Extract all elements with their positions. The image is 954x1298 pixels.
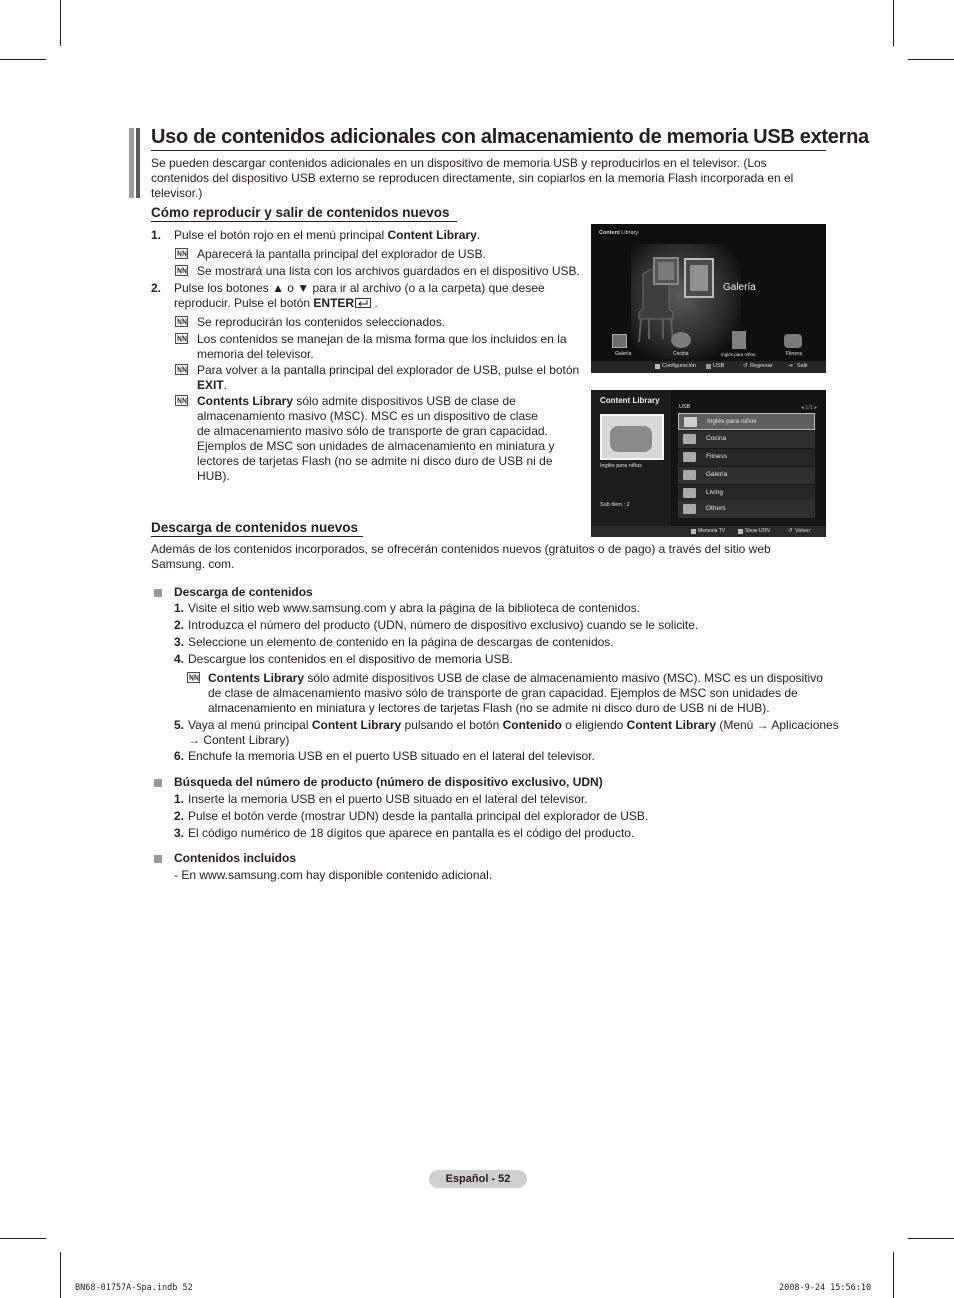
step-text: - En www.samsung.com hay disponible contenido adicional. [174, 868, 493, 882]
udn-button-icon [738, 529, 743, 534]
gallery-frame-focused [684, 258, 714, 298]
config-button-icon [655, 364, 660, 369]
step-text: reproducir. Pulse el botón ENTER . [174, 296, 378, 310]
step-text: Pulse los botones ▲ o ▼ para ir al archivo (o a la carpeta) que desee [174, 281, 545, 295]
folder-icon [683, 434, 696, 444]
block-title: Contenidos incluidos [174, 851, 296, 865]
note-icon [175, 265, 188, 276]
bar-label: Volver [795, 528, 811, 534]
sub-item-count: Sub Item : 2 [600, 502, 630, 508]
menu-item: Cocina [673, 351, 689, 357]
folder-label: Galería [706, 471, 728, 478]
note-icon [175, 364, 188, 375]
print-footer-right: 2008-9-24 15:56:10 [779, 1283, 872, 1293]
note-text: Ejemplos de MSC son unidades de almacenamiento en miniatura y [197, 439, 555, 453]
step-number: 3. [174, 635, 185, 649]
folder-row-selected [678, 413, 815, 430]
note-text: de clase de almacenamiento masivo sólo de transporte de gran capacidad. Ejemplos de MSC son unidades de [208, 686, 798, 700]
folder-icon [684, 417, 697, 427]
folder-icon [683, 488, 696, 498]
folder-icon [683, 470, 696, 480]
step-text: Introduzca el número del producto (UDN, número de dispositivo exclusivo) cuando se le solicite. [188, 618, 699, 632]
memory-button-icon [691, 529, 696, 534]
note-icon [175, 395, 188, 406]
section-heading: Cómo reproducir y salir de contenidos nuevos [151, 205, 450, 220]
note-text: Se reproducirán los contenidos seleccionados. [197, 315, 446, 329]
title-rule [151, 150, 826, 151]
screen-header: Content Library [599, 230, 639, 236]
thumbnail [600, 414, 664, 460]
usb-label: USB [679, 404, 691, 410]
page-number-badge: Español - 52 [429, 1170, 527, 1188]
note-text: memoria del televisor. [197, 347, 314, 361]
folder-row [678, 467, 815, 484]
usb-button-icon [706, 364, 711, 369]
heading-underline [151, 221, 457, 222]
enter-icon [355, 298, 371, 308]
note-text: de almacenamiento masivo sólo de transporte de gran capacidad. [197, 424, 548, 438]
folder-row [678, 485, 815, 502]
menu-item: Fitness [786, 351, 803, 357]
gallery-icon [612, 334, 627, 348]
folder-label: Fitness [706, 453, 727, 460]
step-text: El código numérico de 18 dígitos que aparece en pantalla es el código del producto. [188, 826, 635, 840]
note-text: Se mostrará una lista con los archivos guardados en el dispositivo USB. [197, 264, 580, 278]
page-indicator: ◂ 1/1 ▸ [801, 405, 818, 411]
return-icon: ↺ [743, 363, 748, 369]
crop-mark [60, 1252, 61, 1298]
section-intro: Además de los contenidos incorporados, se ofrecerán contenidos nuevos (gratuitos o de pago) a través del sitio web Samsung. com. [151, 542, 771, 571]
step-number: 1. [151, 228, 162, 242]
note-icon [175, 316, 188, 327]
note-text: almacenamiento en miniatura y lectores de tarjetas Flash (no se admite ni disco duro de USB ni de HUB). [208, 701, 770, 715]
crop-mark [908, 1238, 954, 1239]
step-text: Descargue los contenidos en el dispositivo de memoria USB. [188, 652, 513, 666]
menu-item: Galería [615, 351, 632, 357]
step-text: Pulse el botón rojo en el menú principal Content Library. [174, 228, 481, 242]
bar-label: Regresar [750, 363, 773, 369]
note-text: almacenamiento masivo (MSC). MSC es un dispositivo de clase [197, 409, 538, 423]
step-text: Visite el sitio web www.samsung.com y abra la página de la biblioteca de contenidos. [188, 601, 641, 615]
thumbnail-label: Inglés para niños [600, 463, 642, 469]
bullet-square-icon [154, 855, 162, 863]
menu-item: Inglés para niños [721, 352, 756, 357]
note-text: HUB). [197, 469, 230, 483]
crop-mark [893, 1252, 894, 1298]
bar-label: Configuración [662, 363, 696, 369]
folder-label: Living [706, 489, 723, 496]
folder-row [678, 431, 815, 448]
folder-icon [683, 504, 696, 514]
bar-label: USB [713, 363, 725, 369]
step-text: Vaya al menú principal Content Library pulsando el botón Contenido o eligiendo Content Library (Menú → Aplicaciones [188, 718, 839, 732]
step-text: Seleccione un elemento de contenido en la página de descargas de contenidos. [188, 635, 614, 649]
title-accent-bar [136, 128, 140, 198]
step-number: 1. [174, 601, 185, 615]
bar-label: Salir [797, 363, 809, 369]
folder-row [678, 501, 815, 518]
crop-mark [60, 0, 61, 46]
step-number: 6. [174, 749, 185, 763]
step-number: 3. [174, 826, 185, 840]
note-text: Contents Library sólo admite dispositivos USB de clase de [197, 394, 516, 408]
note-text: EXIT. [197, 378, 228, 392]
step-number: 4. [174, 652, 185, 666]
kitchen-icon [671, 332, 691, 348]
section-heading: Descarga de contenidos nuevos [151, 520, 359, 535]
folder-label: Others [706, 505, 726, 512]
step-text: Enchufe la memoria USB en el puerto USB situado en el lateral del televisor. [188, 749, 595, 763]
content-library-screenshot [591, 224, 826, 373]
step-number: 5. [174, 718, 185, 732]
folder-label: Inglés para niños [707, 418, 757, 425]
screen-header: Content Library [600, 396, 660, 405]
bar-label: Memoria TV [698, 528, 726, 534]
kids-english-icon [732, 331, 746, 349]
folder-label: Cocina [706, 435, 727, 442]
note-text: Aparecerá la pantalla principal del explorador de USB. [197, 247, 486, 261]
note-icon [175, 248, 188, 259]
note-text: Contents Library sólo admite dispositivos USB de clase de almacenamiento masivo (MSC). MSC es un dispositivo [208, 671, 823, 685]
note-icon [175, 333, 188, 344]
step-number: 2. [174, 618, 185, 632]
page-title: Uso de contenidos adicionales con almacenamiento de memoria USB externa [151, 126, 869, 148]
crop-mark [0, 59, 46, 60]
focused-label: Galería [723, 282, 756, 293]
block-title: Descarga de contenidos [174, 585, 313, 599]
print-footer-left: BN68-01757A-Spa.indb 52 [75, 1283, 193, 1293]
step-number: 2. [151, 281, 162, 295]
title-accent-bar [129, 128, 134, 198]
note-text: Para volver a la pantalla principal del explorador de USB, pulse el botón [197, 363, 580, 377]
bullet-square-icon [154, 589, 162, 597]
note-icon [187, 672, 200, 683]
step-number: 1. [174, 792, 185, 806]
bullet-square-icon [154, 779, 162, 787]
folder-icon [683, 452, 696, 462]
exit-icon: ⇥ [788, 363, 793, 369]
step-text: Inserte la memoria USB en el puerto USB situado en el lateral del televisor. [188, 792, 588, 806]
gallery-frame [653, 257, 679, 285]
crop-mark [0, 1238, 46, 1239]
return-icon: ↺ [788, 528, 793, 534]
crop-mark [908, 59, 954, 60]
step-text: → Content Library) [188, 733, 290, 747]
crop-mark [893, 0, 894, 46]
bar-label: Show UDN [745, 528, 770, 534]
note-text: Los contenidos se manejan de la misma forma que los incluidos en la [197, 332, 567, 346]
fitness-icon [784, 334, 802, 348]
note-text: lectores de tarjetas Flash (no se admite ni disco duro de USB ni de [197, 454, 553, 468]
step-text: Pulse el botón verde (mostrar UDN) desde la pantalla principal del explorador de USB. [188, 809, 649, 823]
block-title: Búsqueda del número de producto (número de dispositivo exclusivo, UDN) [174, 775, 603, 789]
heading-underline [151, 536, 363, 537]
step-number: 2. [174, 809, 185, 823]
intro-paragraph: Se pueden descargar contenidos adicionales en un dispositivo de memoria USB y reproducirlos en el televisor. (Los contenidos del dispositivo USB externo se reproducen directamente, sin copiarlos en la memoria Flash incorporada en el televisor.) [151, 156, 794, 200]
folder-row [678, 449, 815, 466]
